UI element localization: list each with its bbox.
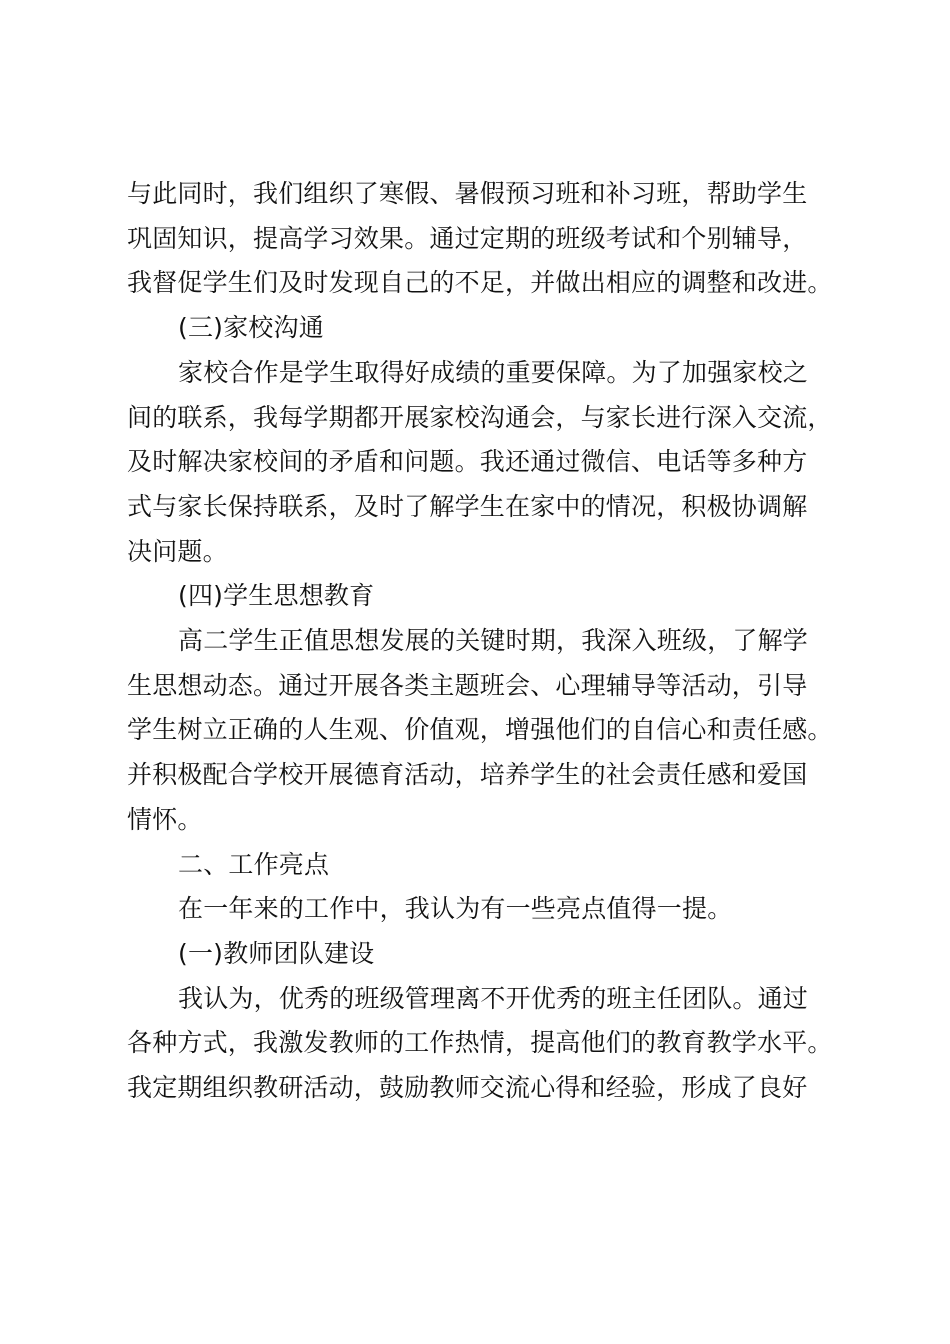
text-line: 家校合作是学生取得好成绩的重要保障。为了加强家校之 [178, 357, 809, 387]
text-line: 生思想动态。通过开展各类主题班会、心理辅导等活动，引导 [127, 670, 808, 700]
document-body [127, 172, 857, 1111]
text-line: 及时解决家校间的矛盾和问题。我还通过微信、电话等多种方 [127, 447, 808, 477]
text-line: 我认为，优秀的班级管理离不开优秀的班主任团队。通过 [178, 983, 809, 1013]
paragraph-teacher-team [127, 977, 857, 1111]
text-line: 决问题。 [127, 536, 228, 566]
text-line: 与此同时，我们组织了寒假、暑假预习班和补习班，帮助学生 [127, 179, 808, 208]
paragraph-home-school [127, 351, 857, 575]
paragraph-highlights-intro [127, 887, 857, 932]
text-line: 巩固知识，提高学习效果。通过定期的班级考试和个别辅导， [127, 223, 808, 253]
text-line: 在一年来的工作中，我认为有一些亮点值得一提。 [178, 894, 733, 924]
text-line: 并积极配合学校开展德育活动，培养学生的社会责任感和爱国 [127, 760, 808, 790]
text-line: 我定期组织教研活动，鼓励教师交流心得和经验，形成了良好 [127, 1073, 808, 1103]
section-heading-home-school: (三)家校沟通 [178, 313, 324, 343]
section-heading-thought-education: (四)学生思想教育 [178, 581, 375, 611]
text-line: 式与家长保持联系，及时了解学生在家中的情况，积极协调解 [127, 491, 808, 521]
text-line: 各种方式，我激发教师的工作热情，提高他们的教育教学水平。 [127, 1028, 833, 1058]
section-heading-highlights: 二、工作亮点 [178, 849, 330, 879]
text-line: 高二学生正值思想发展的关键时期，我深入班级，了解学 [178, 626, 809, 656]
paragraph-thought-education [127, 619, 857, 843]
text-line: 我督促学生们及时发现自己的不足，并做出相应的调整和改进。 [127, 268, 833, 298]
text-line: 间的联系，我每学期都开展家校沟通会，与家长进行深入交流， [127, 402, 833, 432]
text-line: 学生树立正确的人生观、价值观，增强他们的自信心和责任感。 [127, 715, 833, 745]
text-line: 情怀。 [127, 804, 203, 834]
paragraph-summer-classes [127, 172, 857, 306]
section-heading-teacher-team: (一)教师团队建设 [178, 938, 375, 968]
